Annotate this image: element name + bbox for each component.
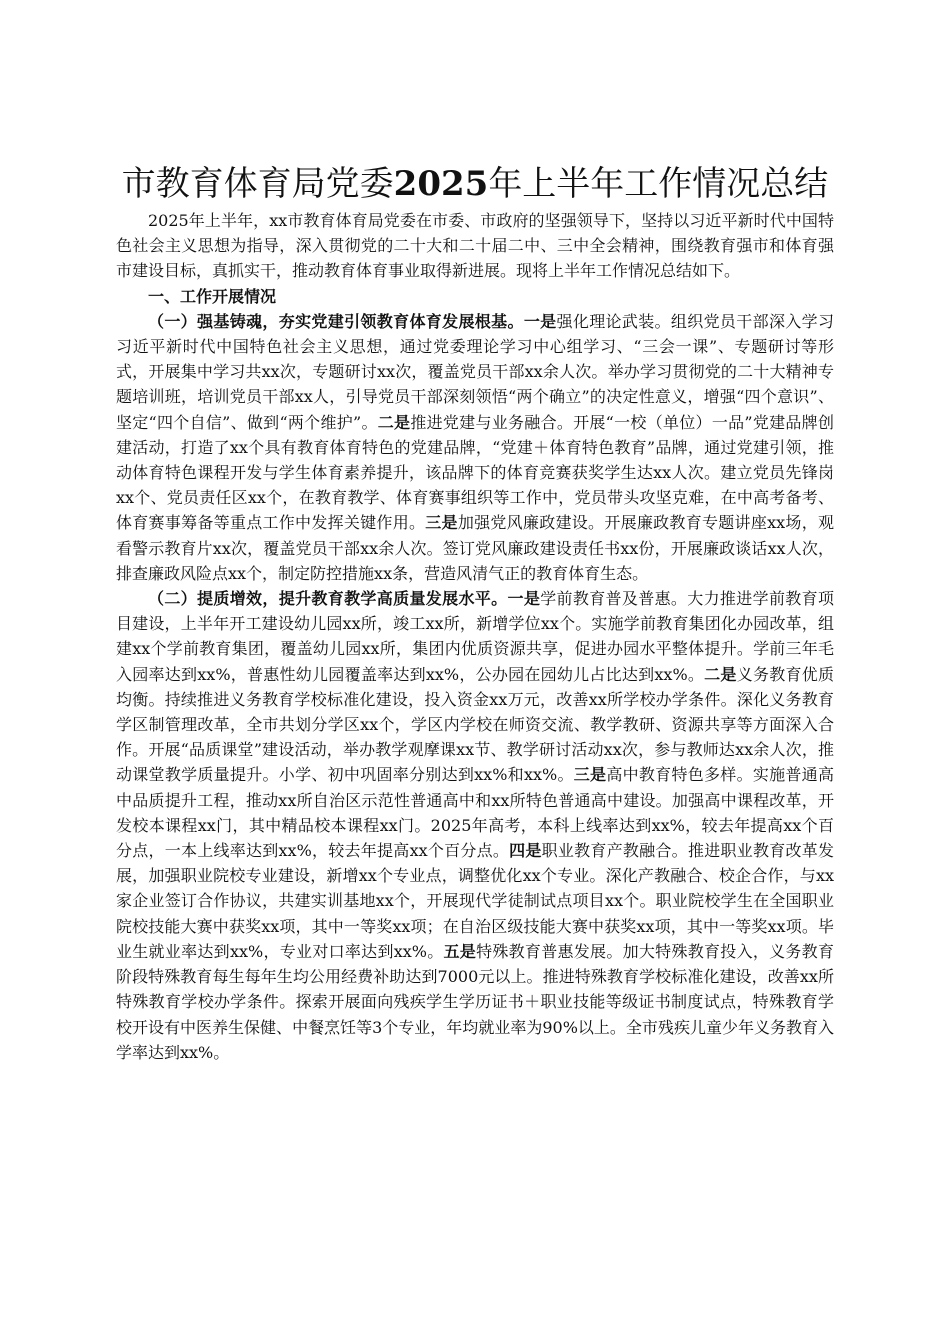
point-marker: 三是 [425, 513, 458, 533]
point-text: 推进党建与业务融合。开展“一校（单位）一品”党建品牌创建活动，打造了xx个具有教育体育特色的党建品牌，“党建＋体育特色教育”品牌，通过党建引领，推动体育特色课程开发与学生体育素养提升，该品牌下的体育竞赛获奖学生达xx人次。建立党员先锋岗xx个、党员责任区xx个，在教育教学、体育赛事组织等工作中，党员带头攻坚克难，在中高考备考、体育赛事筹备等重点工作中发挥关键作用。 [116, 412, 834, 533]
point-text: 加强党风廉政建设。开展廉政教育专题讲座xx场，观看警示教育片xx次，覆盖党员干部xx余人次。签订党风廉政建设责任书xx份，开展廉政谈话xx人次，排查廉政风险点xx个，制定防控措施xx条，营造风清气正的教育体育生态。 [116, 513, 834, 583]
point-marker: 五是 [443, 941, 477, 961]
point-text: 职业教育产教融合。推进职业教育改革发展，加强职业院校专业建设，新增xx个专业点，调整优化xx个专业。深化产教融合、校企合作，与xx家企业签订合作协议，共建实训基地xx个，开展现代学徒制试点项目xx个。职业院校学生在全国职业院校技能大赛中获奖xx项，其中一等奖xx项；在自治区级技能大赛中获奖xx项，其中一等奖xx项。毕业生就业率达到xx%，专业对口率达到xx%。 [116, 841, 834, 961]
title-text-part2: 年上半年工作情况总结 [488, 164, 829, 204]
point-text: 高中教育特色多样。实施普通高中品质提升工程，推动xx所自治区示范性普通高中和xx所特色普通高中建设。加强高中课程改革，开发校本课程xx门，其中精品校本课程xx门。2025年高考，本科上线率达到xx%，较去年提高xx个百分点，一本上线率达到xx%，较去年提高xx个百分点。 [116, 765, 834, 861]
paragraph-party-building [116, 309, 834, 586]
point-marker: 一是 [507, 589, 541, 609]
intro-paragraph: 2025年上半年，xx市教育体育局党委在市委、市政府的坚强领导下，坚持以习近平新时代中国特色社会主义思想为指导，深入贯彻党的二十大和二十届二中、三中全会精神，围绕教育强市和体育强市建设目标，真抓实干，推动教育体育事业取得新进展。现将上半年工作情况总结如下。 [116, 211, 834, 281]
point-marker: 三是 [573, 765, 607, 785]
title-year: 2025 [393, 164, 489, 204]
point-text: 义务教育优质均衡。持续推进义务教育学校标准化建设，投入资金xx万元，改善xx所学校办学条件。深化义务教育学区制管理改革，全市共划分学区xx个，学区内学校在师资交流、教学教研、资源共享等方面深入合作。开展“品质课堂”建设活动，举办教学观摩课xx节、教学研讨活动xx次，参与教师达xx余人次，推动课堂教学质量提升。小学、初中巩固率分别达到xx%和xx%。 [116, 664, 834, 785]
title-text-part1: 市教育体育局党委 [121, 164, 394, 204]
point-text: 特殊教育普惠发展。加大特殊教育投入，义务教育阶段特殊教育每生每年生均公用经费补助达到7000元以上。推进特殊教育学校标准化建设，改善xx所特殊教育学校办学条件。探索开展面向残疾学生学历证书＋职业技能等级证书制度试点，特殊教育学校开设有中医养生保健、中餐烹饪等3个专业，年均就业率为90%以上。全市残疾儿童少年义务教育入学率达到xx%。 [116, 941, 834, 1062]
paragraph-lead: （二）提质增效，提升教育教学高质量发展水平。 [148, 589, 508, 609]
point-text: 学前教育普及普惠。大力推进学前教育项目建设，上半年开工建设幼儿园xx所，竣工xx所，新增学位xx个。实施学前教育集团化办园改革，组建xx个学前教育集团，覆盖幼儿园xx所，集团内优质资源共享，促进办园水平整体提升。学前三年毛入园率达到xx%，普惠性幼儿园覆盖率达到xx%，公办园在园幼儿占比达到xx%。 [116, 589, 834, 684]
point-marker: 二是 [377, 412, 411, 432]
point-marker: 二是 [704, 664, 737, 684]
point-marker: 四是 [509, 841, 542, 861]
document-title [116, 160, 834, 208]
point-marker: 一是 [523, 311, 557, 331]
point-text: 强化理论武装。组织党员干部深入学习习近平新时代中国特色社会主义思想，通过党委理论学习中心组学习、“三会一课”、专题研讨等形式，开展集中学习共xx次，专题研讨xx次，覆盖党员干部xx余人次。举办学习贯彻党的二十大精神专题培训班，培训党员干部xx人，引导党员干部深刻领悟“两个确立”的决定性意义，增强“四个意识”、坚定“四个自信”、做到“两个维护”。 [116, 311, 834, 432]
section-heading-work: 一、工作开展情况 [148, 286, 277, 306]
paragraph-education-quality [116, 586, 834, 1065]
paragraph-lead: （一）强基铸魂，夯实党建引领教育体育发展根基。 [148, 311, 524, 331]
document-page [116, 160, 834, 1065]
